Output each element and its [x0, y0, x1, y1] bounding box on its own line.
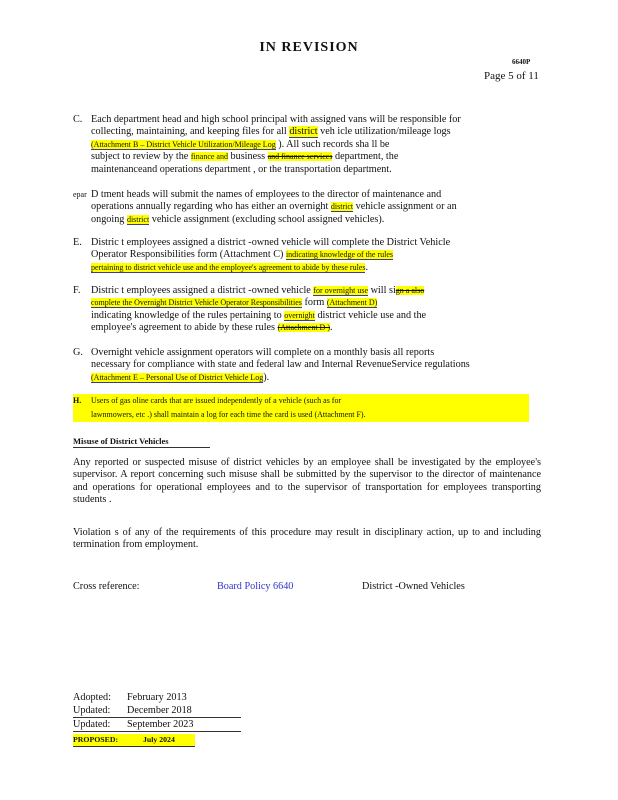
- history-row: Adopted: February 2013: [73, 692, 187, 703]
- item-e: E. Distric t employees assigned a district -owned vehicle will complete the District Vehicle Operator Responsibilities form (Attachment C) indicating knowledge of the rules pertaining to district vehicle use and the employee's agreement to abide by these rules.: [73, 237, 451, 273]
- item-label: H.: [73, 396, 82, 405]
- history-row: Updated: December 2018: [73, 704, 241, 718]
- item-label: F.: [73, 285, 81, 296]
- item-d: epar D tment heads will submit the names of employees to the director of maintenance and operations annually regarding who has either an overnight district vehicle assignment or an ongoing district vehicle assignment (excluding school assigned vehicles).: [73, 189, 457, 225]
- item-h: H. Users of gas oline cards that are issued independently of a vehicle (such as for lawnmowers, etc .) shall maintain a log for each time the card is used (Attachment F).: [73, 394, 529, 422]
- proposed-row: PROPOSED: July 2024: [73, 734, 195, 747]
- document-code: 6640P: [512, 58, 531, 66]
- page-number: Page 5 of 11: [484, 70, 539, 82]
- item-label: epar: [73, 190, 87, 199]
- misuse-paragraph-2: Violation s of any of the requirements of this procedure may result in disciplinary action, up to and including termination from employment.: [73, 527, 541, 551]
- item-g: G. Overnight vehicle assignment operators will complete on a monthly basis all reports necessary for compliance with state and federal law and Internal RevenueService regulations (Attachment E – Personal Use of District Vehicle Log).: [73, 347, 470, 383]
- board-policy-link[interactable]: Board Policy 6640: [217, 581, 294, 592]
- item-label: E.: [73, 237, 82, 248]
- section-heading: Misuse of District Vehicles: [73, 436, 210, 448]
- item-label: G.: [73, 347, 83, 358]
- policy-title: District -Owned Vehicles: [362, 581, 465, 592]
- history-row: Updated: September 2023: [73, 718, 241, 732]
- cross-reference-label: Cross reference:: [73, 581, 140, 592]
- item-label: C.: [73, 114, 83, 125]
- item-c: C. Each department head and high school principal with assigned vans will be responsible for collecting, maintaining, and keeping files for all district veh icle utilization/mileage logs (Attachment B – District Vehicle Utilization/Mileage Log ). All such records sha ll be subject to review by the finance and business and finance services department, the maintenanceand operations department , or the transportation department.: [73, 114, 461, 175]
- page-title: IN REVISION: [259, 40, 359, 55]
- item-f: F. Distric t employees assigned a district -owned vehicle for overnight use will sign a also complete the Overnight District Vehicle Operator Responsibilities form (Attachment D) indicating knowledge of the rules pertaining to overnight district vehicle use and the employee's agreement to abide by these rules (Attachment D ).: [73, 285, 427, 334]
- misuse-paragraph-1: Any reported or suspected misuse of district vehicles by an employee shall be investigated by the employee's supervisor. A report concerning such misuse shall be submitted by the supervisor to the director of maintenance and operations for operational employees and to the supervisor of transportation for employees transporting students .: [73, 457, 541, 506]
